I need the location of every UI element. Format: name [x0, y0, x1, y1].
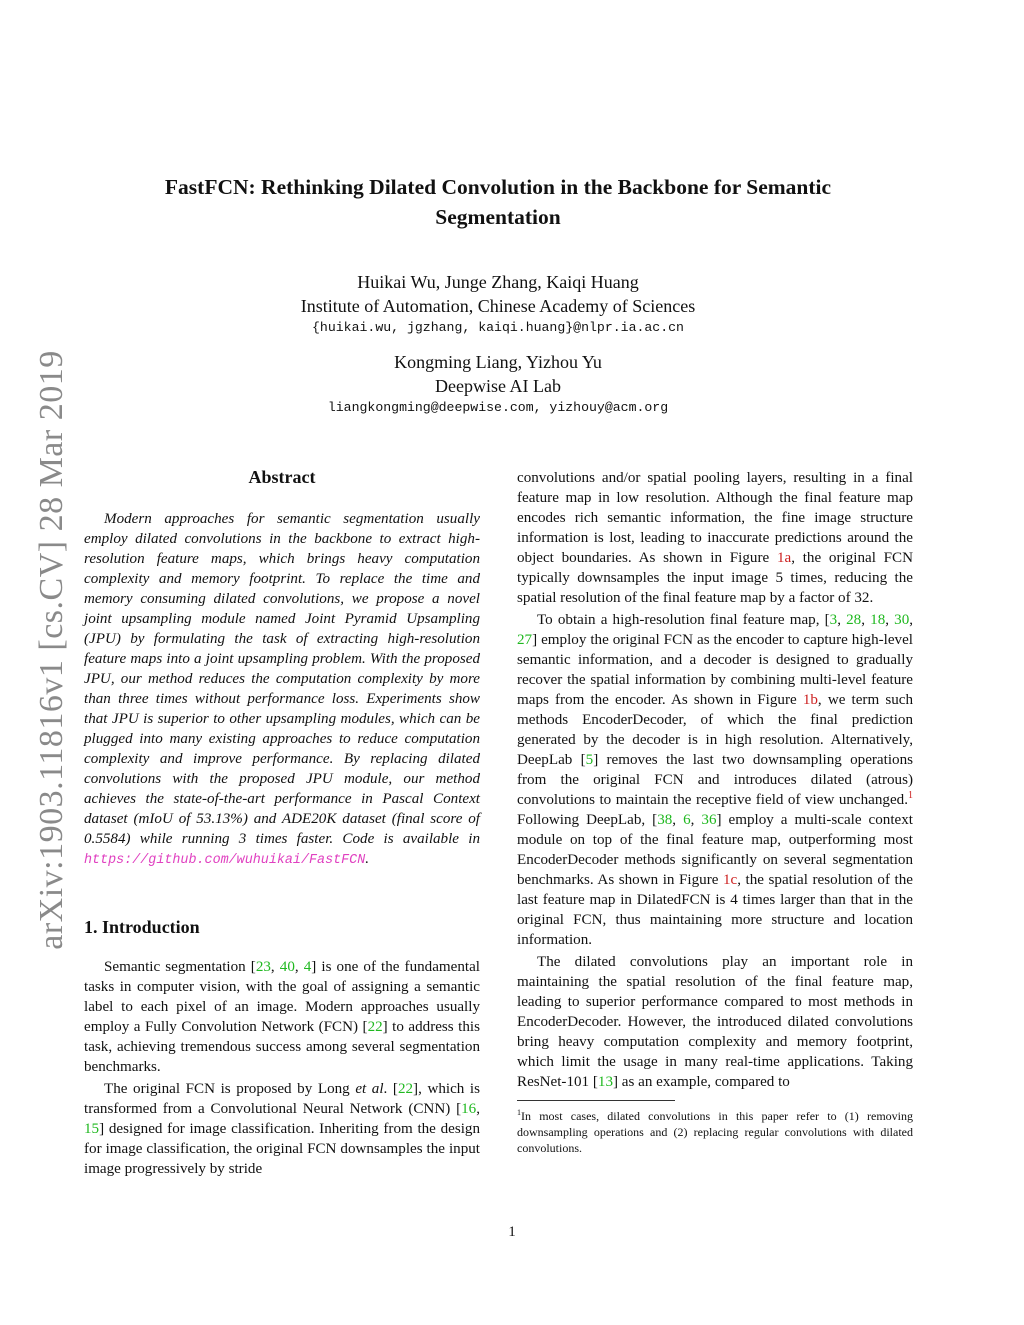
- abstract-heading: Abstract: [248, 467, 316, 487]
- citation-link[interactable]: 3: [829, 612, 838, 628]
- code-link[interactable]: https://github.com/wuhuikai/FastFCN: [84, 853, 366, 868]
- body-paragraph: The dilated convolutions play an important role in maintaining the spatial resolution of the final feature map, leading to superior performance compared to most methods in EncoderDecoder. However, the introduced dilated convolutions bring heavy computation complexity and memory footprint, which limit the usage in many real-time applications. Taking ResNet-101 [13] as an example, compared to: [517, 954, 913, 1090]
- body-paragraph: To obtain a high-resolution final feature map, [3, 28, 18, 30, 27] employ the original FCN as the encoder to capture high-level semantic information, and a decoder is designed to gradually recover the spatial information by combining multi-level feature maps from the encoder. As shown in Figure 1b, we term such methods EncoderDecoder, of which the final prediction generated by the decoder is in high resolution. Alternatively, DeepLab [5] removes the last two downsampling operations from the original FCN and introduces dilated (atrous) convolutions to maintain the receptive field of view unchanged.$^1$ Following DeepLab, [38, 6, 36] employ a multi-scale context module on top of the final feature map, outperforming most EncoderDecoder methods significantly on several segmentation benchmarks. As shown in Figure 1c, the spatial resolution of the last feature map in DilatedFCN is 4 times larger than that in the original FCN, thus maintaining more structure and location information.: [517, 612, 914, 948]
- intro-paragraph-2: The original FCN is proposed by Long et al. [22], which is transformed from a Convolutional Neural Network (CNN) [16, 15] designed for image classification. Inheriting from the design for image classification, the original FCN downsamples the input image progressively by stride: [84, 1081, 480, 1177]
- citation-link[interactable]: 23: [255, 959, 271, 975]
- left-column: [84, 465, 480, 1181]
- citation-link[interactable]: 6: [683, 812, 691, 828]
- citation-link[interactable]: 16: [461, 1101, 477, 1117]
- citation-link[interactable]: 40: [279, 959, 295, 975]
- arxiv-identifier: arXiv:1903.11816v1 [cs.CV] 28 Mar 2019: [33, 350, 70, 950]
- author-names: Kongming Liang, Yizhou Yu: [394, 352, 602, 372]
- citation-link[interactable]: 13: [597, 1074, 613, 1090]
- citation-link[interactable]: 30: [894, 612, 910, 628]
- intro-paragraph-1: Semantic segmentation [23, 40, 4] is one of the fundamental tasks in computer vision, with the goal of assigning a semantic label to each pixel of an image. Modern approaches usually employ a Fully Convolution Network (FCN) [22] to address this task, achieving tremendous success among several segmentation benchmarks.: [84, 959, 480, 1075]
- footnote-divider: [517, 1100, 675, 1101]
- figure-link[interactable]: 1c: [722, 872, 738, 888]
- author-institution: Deepwise AI Lab: [435, 376, 561, 396]
- section-heading-introduction: 1. Introduction: [84, 917, 200, 937]
- author-email: liangkongming@deepwise.com, yizhouy@acm.org: [327, 400, 669, 415]
- citation-link[interactable]: 15: [84, 1121, 100, 1137]
- body-paragraph: convolutions and/or spatial pooling layers, resulting in a final feature map in low resolution. Although the final feature map encodes rich semantic information, the fine image structure information is lost, leading to inaccurate predictions around the object boundaries. As shown in Figure 1a, the original FCN typically downsamples the input image 5 times, reducing the spatial resolution of the final feature map by a factor of 32.: [517, 470, 914, 606]
- footnote: $^1$In most cases, dilated convolutions in this paper refer to (1) removing downsampling operations and (2) replacing regular convolutions with dilated convolutions.: [517, 1108, 913, 1155]
- page-number: 1: [508, 1224, 516, 1240]
- citation-link[interactable]: 4: [303, 959, 312, 975]
- citation-link[interactable]: 36: [701, 812, 717, 828]
- citation-link[interactable]: 22: [397, 1081, 414, 1097]
- figure-link[interactable]: 1b: [802, 692, 818, 708]
- abstract-text: Modern approaches for semantic segmentation usually employ dilated convolutions in the backbone to extract high-resolution feature maps, which brings heavy computation complexity and memory footprint. To replace the time and memory consuming dilated convolutions, we propose a novel joint upsampling module named Joint Pyramid Upsampling (JPU) by formulating the task of extracting high-resolution feature maps into a joint upsampling problem. With the proposed JPU, our method reduces the computation complexity by more than three times without performance loss. Experiments show that JPU is superior to other upsampling modules, which can be plugged into many existing approaches to reduce computation complexity and improve performance. By replacing dilated convolutions with the proposed JPU module, our method achieves the state-of-the-art performance in Pascal Context dataset (mIoU of 53.13%) and ADE20K dataset (final score of 0.5584) while running 3 times faster. Code is available in https://github.com/wuhuikai/FastFCN.: [84, 511, 480, 868]
- right-column: [517, 468, 913, 1156]
- citation-link[interactable]: 5: [585, 752, 594, 768]
- citation-link[interactable]: 38: [657, 812, 673, 828]
- author-email: {huikai.wu, jgzhang, kaiqi.huang}@nlpr.ia.ac.cn: [312, 320, 684, 335]
- citation-link[interactable]: 22: [367, 1019, 383, 1035]
- citation-link[interactable]: 18: [870, 612, 886, 628]
- author-block-1: [100, 270, 896, 338]
- author-names: Huikai Wu, Junge Zhang, Kaiqi Huang: [357, 272, 639, 292]
- author-block-2: [100, 350, 896, 418]
- citation-link[interactable]: 28: [846, 612, 862, 628]
- footnote-marker[interactable]: 1: [908, 789, 913, 801]
- paper-title: FastFCN: Rethinking Dilated Convolution in the Backbone for Semantic Segmentation: [164, 175, 832, 229]
- citation-link[interactable]: 27: [517, 632, 533, 648]
- figure-link[interactable]: 1a: [776, 550, 792, 566]
- author-institution: Institute of Automation, Chinese Academy of Sciences: [300, 296, 696, 316]
